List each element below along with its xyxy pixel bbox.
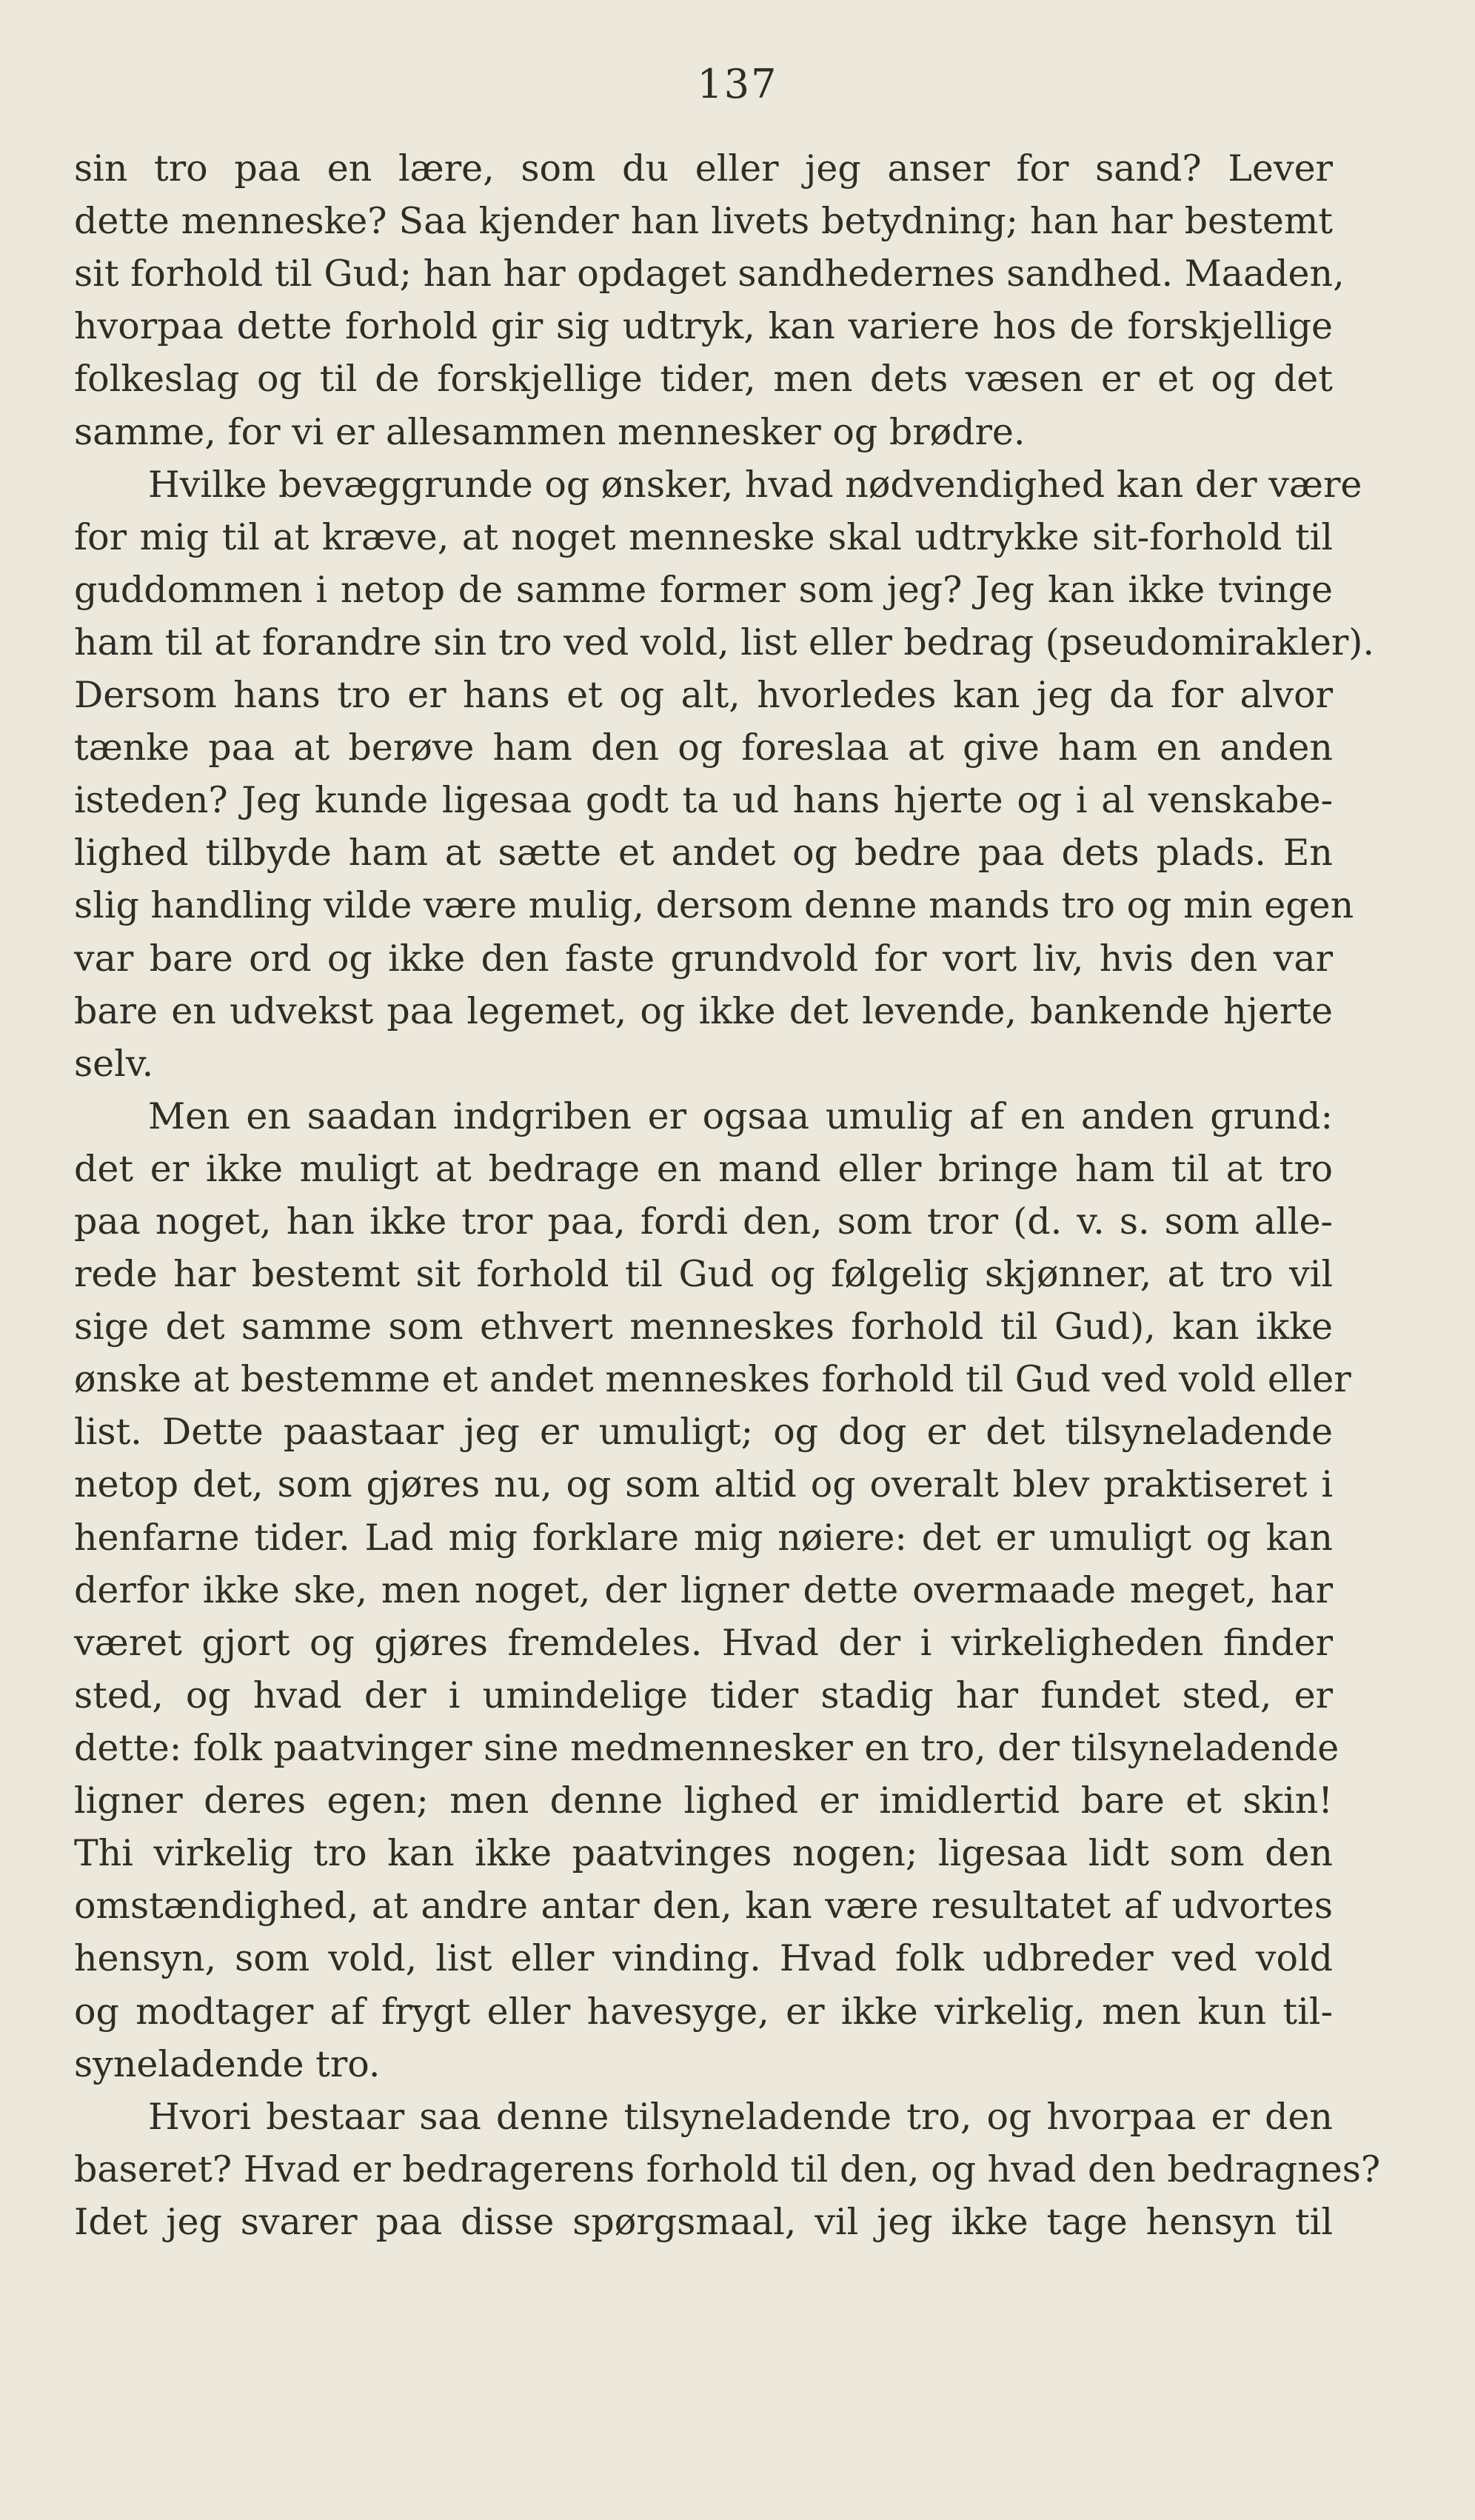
text-line: dette: folk paatvinger sine medmennesker en tro, der tilsyneladende: [74, 1727, 1339, 1769]
text-line: hensyn, som vold, list eller vinding. Hvad folk udbreder ved vold: [74, 1937, 1333, 1979]
text-line: omstændighed, at andre antar den, kan være resultatet af udvortes: [74, 1885, 1333, 1927]
page-number: 137: [697, 61, 778, 107]
text-line: folkeslag og til de forskjellige tider, men dets væsen er et og det: [74, 358, 1333, 400]
text-line: list. Dette paastaar jeg er umuligt; og dog er det tilsyneladende: [74, 1411, 1333, 1453]
text-line: var bare ord og ikke den faste grundvold for vort liv, hvis den var: [74, 938, 1333, 980]
text-line: henfarne tider. Lad mig forklare mig nøiere: det er umuligt og kan: [74, 1517, 1333, 1559]
text-line: tænke paa at berøve ham den og foreslaa at give ham en anden: [74, 726, 1333, 769]
text-line: Dersom hans tro er hans et og alt, hvorledes kan jeg da for alvor: [74, 674, 1333, 716]
text-line: Hvori bestaar saa denne tilsyneladende tro, og hvorpaa er den: [148, 2096, 1333, 2138]
text-line: sin tro paa en lære, som du eller jeg anser for sand? Lever: [74, 147, 1333, 190]
text-line: isteden? Jeg kunde ligesaa godt ta ud hans hjerte og i al venskabe-: [74, 779, 1333, 821]
text-line: ham til at forandre sin tro ved vold, list eller bedrag (pseudomirakler).: [74, 621, 1374, 664]
text-line: ønske at bestemme et andet menneskes forhold til Gud ved vold eller: [74, 1358, 1351, 1400]
text-line: rede har bestemt sit forhold til Gud og følgelig skjønner, at tro vil: [74, 1253, 1333, 1295]
text-line: Hvilke bevæggrunde og ønsker, hvad nødvendighed kan der være: [148, 464, 1362, 506]
text-line: Men en saadan indgriben er ogsaa umulig af en anden grund:: [148, 1095, 1333, 1137]
text-line: syneladende tro.: [74, 2043, 381, 2085]
text-line: sit forhold til Gud; han har opdaget sandhedernes sandhed. Maaden,: [74, 253, 1345, 295]
text-line: sige det samme som ethvert menneskes forhold til Gud), kan ikke: [74, 1306, 1333, 1348]
text-line: selv.: [74, 1043, 154, 1085]
text-line: netop det, som gjøres nu, og som altid og overalt blev praktiseret i: [74, 1463, 1333, 1505]
text-line: paa noget, han ikke tror paa, fordi den, som tror (d. v. s. som alle-: [74, 1200, 1333, 1243]
text-line: ligner deres egen; men denne lighed er imidlertid bare et skin!: [74, 1779, 1333, 1822]
text-line: samme, for vi er allesammen mennesker og brødre.: [74, 411, 1026, 453]
text-line: slig handling vilde være mulig, dersom denne mands tro og min egen: [74, 884, 1354, 926]
text-line: hvorpaa dette forhold gir sig udtryk, kan variere hos de forskjellige: [74, 305, 1333, 347]
text-line: været gjort og gjøres fremdeles. Hvad der i virkeligheden finder: [74, 1622, 1333, 1664]
text-line: Thi virkelig tro kan ikke paatvinges nogen; ligesaa lidt som den: [74, 1832, 1333, 1874]
text-line: bare en udvekst paa legemet, og ikke det levende, bankende hjerte: [74, 990, 1333, 1032]
text-line: derfor ikke ske, men noget, der ligner dette overmaade meget, har: [74, 1569, 1333, 1611]
text-line: baseret? Hvad er bedragerens forhold til den, og hvad den bedragnes?: [74, 2148, 1381, 2190]
text-line: lighed tilbyde ham at sætte et andet og bedre paa dets plads. En: [74, 832, 1333, 874]
text-line: for mig til at kræve, at noget menneske skal udtrykke sit-forhold til: [74, 516, 1333, 558]
text-line: Idet jeg svarer paa disse spørgsmaal, vil jeg ikke tage hensyn til: [74, 2201, 1333, 2243]
text-line: og modtager af frygt eller havesyge, er ikke virkelig, men kun til-: [74, 1991, 1333, 2033]
text-line: dette menneske? Saa kjender han livets betydning; han har bestemt: [74, 200, 1333, 242]
text-line: guddommen i netop de samme former som jeg? Jeg kan ikke tvinge: [74, 569, 1333, 611]
text-line: det er ikke muligt at bedrage en mand eller bringe ham til at tro: [74, 1148, 1333, 1190]
text-line: sted, og hvad der i umindelige tider stadig har fundet sted, er: [74, 1674, 1333, 1717]
